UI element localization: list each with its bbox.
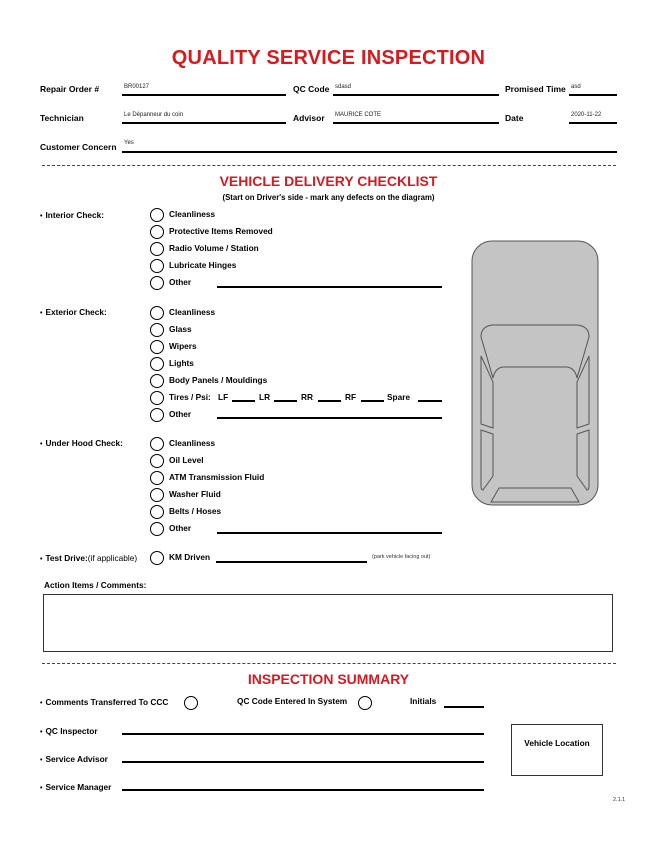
- service-advisor-field[interactable]: [122, 761, 484, 763]
- exterior-checkbox[interactable]: [150, 340, 164, 354]
- qc-code-entered-label: QC Code Entered In System: [237, 696, 348, 706]
- km-driven-field[interactable]: [216, 561, 367, 563]
- park-vehicle-note: (park vehicle facing out): [372, 554, 431, 560]
- tire-lf-label: LF: [218, 392, 229, 402]
- promised-time-field[interactable]: [569, 94, 617, 96]
- tire-rf-label: RF: [345, 392, 357, 402]
- test-drive-label-text: Test Drive:: [45, 553, 88, 563]
- exterior-check-label: • Exterior Check:: [40, 307, 107, 317]
- qc-code-value[interactable]: sdasd: [335, 84, 352, 90]
- comments-transferred-label: • Comments Transferred To CCC: [40, 697, 168, 707]
- service-advisor-label: • Service Advisor: [40, 754, 108, 764]
- exterior-item: Lights: [169, 358, 194, 368]
- interior-checkbox[interactable]: [150, 242, 164, 256]
- tire-spare-label: Spare: [387, 392, 411, 402]
- exterior-other-field[interactable]: [217, 417, 442, 419]
- interior-item: Cleanliness: [169, 209, 216, 219]
- interior-item: Protective Items Removed: [169, 226, 273, 236]
- under-hood-item: Oil Level: [169, 455, 204, 465]
- customer-concern-field[interactable]: [122, 151, 617, 153]
- exterior-checkbox[interactable]: [150, 391, 164, 405]
- interior-item: Lubricate Hinges: [169, 260, 237, 270]
- under-hood-item: Belts / Hoses: [169, 506, 222, 516]
- exterior-checkbox[interactable]: [150, 306, 164, 320]
- tire-rr-field[interactable]: [318, 400, 341, 402]
- date-value[interactable]: 2020-11-22: [571, 112, 602, 118]
- checklist-title: VEHICLE DELIVERY CHECKLIST: [219, 173, 438, 189]
- tire-lr-label: LR: [259, 392, 271, 402]
- vehicle-location-box[interactable]: [511, 724, 603, 776]
- tire-lf-field[interactable]: [232, 400, 255, 402]
- under-hood-item: ATM Transmission Fluid: [169, 472, 265, 482]
- section-divider: [42, 663, 616, 664]
- tire-rf-field[interactable]: [361, 400, 384, 402]
- technician-label: Technician: [40, 113, 84, 123]
- under-hood-checkbox[interactable]: [150, 488, 164, 502]
- car-body: [472, 241, 598, 505]
- repair-order-label: Repair Order #: [40, 84, 100, 94]
- exterior-item: Other: [169, 409, 192, 419]
- tire-lr-field[interactable]: [274, 400, 297, 402]
- vehicle-diagram[interactable]: [471, 240, 599, 506]
- advisor-value[interactable]: MAURICE COTE: [335, 112, 382, 118]
- interior-other-field[interactable]: [217, 286, 442, 288]
- date-field[interactable]: [569, 122, 617, 124]
- exterior-checkbox[interactable]: [150, 323, 164, 337]
- qc-code-label: QC Code: [293, 84, 330, 94]
- advisor-label: Advisor: [293, 113, 325, 123]
- exterior-item: Wipers: [169, 341, 197, 351]
- under-hood-check-label: • Under Hood Check:: [40, 438, 123, 448]
- qc-code-field[interactable]: [333, 94, 499, 96]
- interior-checkbox[interactable]: [150, 259, 164, 273]
- repair-order-field[interactable]: [122, 94, 286, 96]
- under-hood-checkbox[interactable]: [150, 454, 164, 468]
- initials-label: Initials: [410, 696, 437, 706]
- service-manager-field[interactable]: [122, 789, 484, 791]
- summary-title: INSPECTION SUMMARY: [247, 671, 410, 687]
- customer-concern-value[interactable]: Yes: [124, 140, 134, 146]
- qc-inspector-label: • QC Inspector: [40, 726, 98, 736]
- test-drive-qualifier: (if applicable): [87, 553, 138, 563]
- tire-rr-label: RR: [301, 392, 313, 402]
- exterior-item: Body Panels / Mouldings: [169, 375, 268, 385]
- technician-value[interactable]: Le Dépanneur du coin: [124, 112, 184, 118]
- repair-order-value[interactable]: BR00127: [124, 84, 150, 90]
- exterior-checkbox[interactable]: [150, 374, 164, 388]
- vehicle-location-label: Vehicle Location: [524, 738, 590, 748]
- qc-inspector-field[interactable]: [122, 733, 484, 735]
- interior-checkbox[interactable]: [150, 225, 164, 239]
- interior-checkbox[interactable]: [150, 208, 164, 222]
- km-driven-label: KM Driven: [169, 552, 211, 562]
- exterior-item: Glass: [169, 324, 192, 334]
- test-drive-checkbox[interactable]: [150, 551, 164, 565]
- customer-concern-label: Customer Concern: [40, 142, 117, 152]
- service-manager-label: • Service Manager: [40, 782, 111, 792]
- version-label: 2.1.1: [613, 797, 626, 803]
- checklist-subtitle: (Start on Driver's side - mark any defects on the diagram): [222, 193, 435, 202]
- tire-spare-field[interactable]: [418, 400, 442, 402]
- qc-code-entered-checkbox[interactable]: [358, 696, 372, 710]
- exterior-item: Cleanliness: [169, 307, 216, 317]
- exterior-checkbox[interactable]: [150, 408, 164, 422]
- under-hood-other-field[interactable]: [217, 532, 442, 534]
- under-hood-item: Cleanliness: [169, 438, 216, 448]
- promised-time-label: Promised Time: [505, 84, 566, 94]
- interior-checkbox[interactable]: [150, 276, 164, 290]
- promised-time-value[interactable]: asd: [571, 84, 581, 90]
- under-hood-checkbox[interactable]: [150, 471, 164, 485]
- action-items-textarea[interactable]: [43, 594, 613, 652]
- initials-field[interactable]: [444, 706, 484, 708]
- advisor-field[interactable]: [333, 122, 499, 124]
- action-items-label: Action Items / Comments:: [44, 580, 147, 590]
- interior-check-label: • Interior Check:: [40, 210, 104, 220]
- under-hood-item: Other: [169, 523, 192, 533]
- test-drive-label: [40, 553, 137, 563]
- interior-item: Radio Volume / Station: [169, 243, 259, 253]
- technician-field[interactable]: [122, 122, 286, 124]
- comments-transferred-checkbox[interactable]: [184, 696, 198, 710]
- under-hood-checkbox[interactable]: [150, 505, 164, 519]
- exterior-item-tires: Tires / Psi:: [169, 392, 211, 402]
- under-hood-item: Washer Fluid: [169, 489, 221, 499]
- under-hood-checkbox[interactable]: [150, 522, 164, 536]
- section-divider: [42, 165, 616, 166]
- under-hood-checkbox[interactable]: [150, 437, 164, 451]
- date-label: Date: [505, 113, 524, 123]
- exterior-checkbox[interactable]: [150, 357, 164, 371]
- interior-item: Other: [169, 277, 192, 287]
- page-title: QUALITY SERVICE INSPECTION: [171, 47, 486, 69]
